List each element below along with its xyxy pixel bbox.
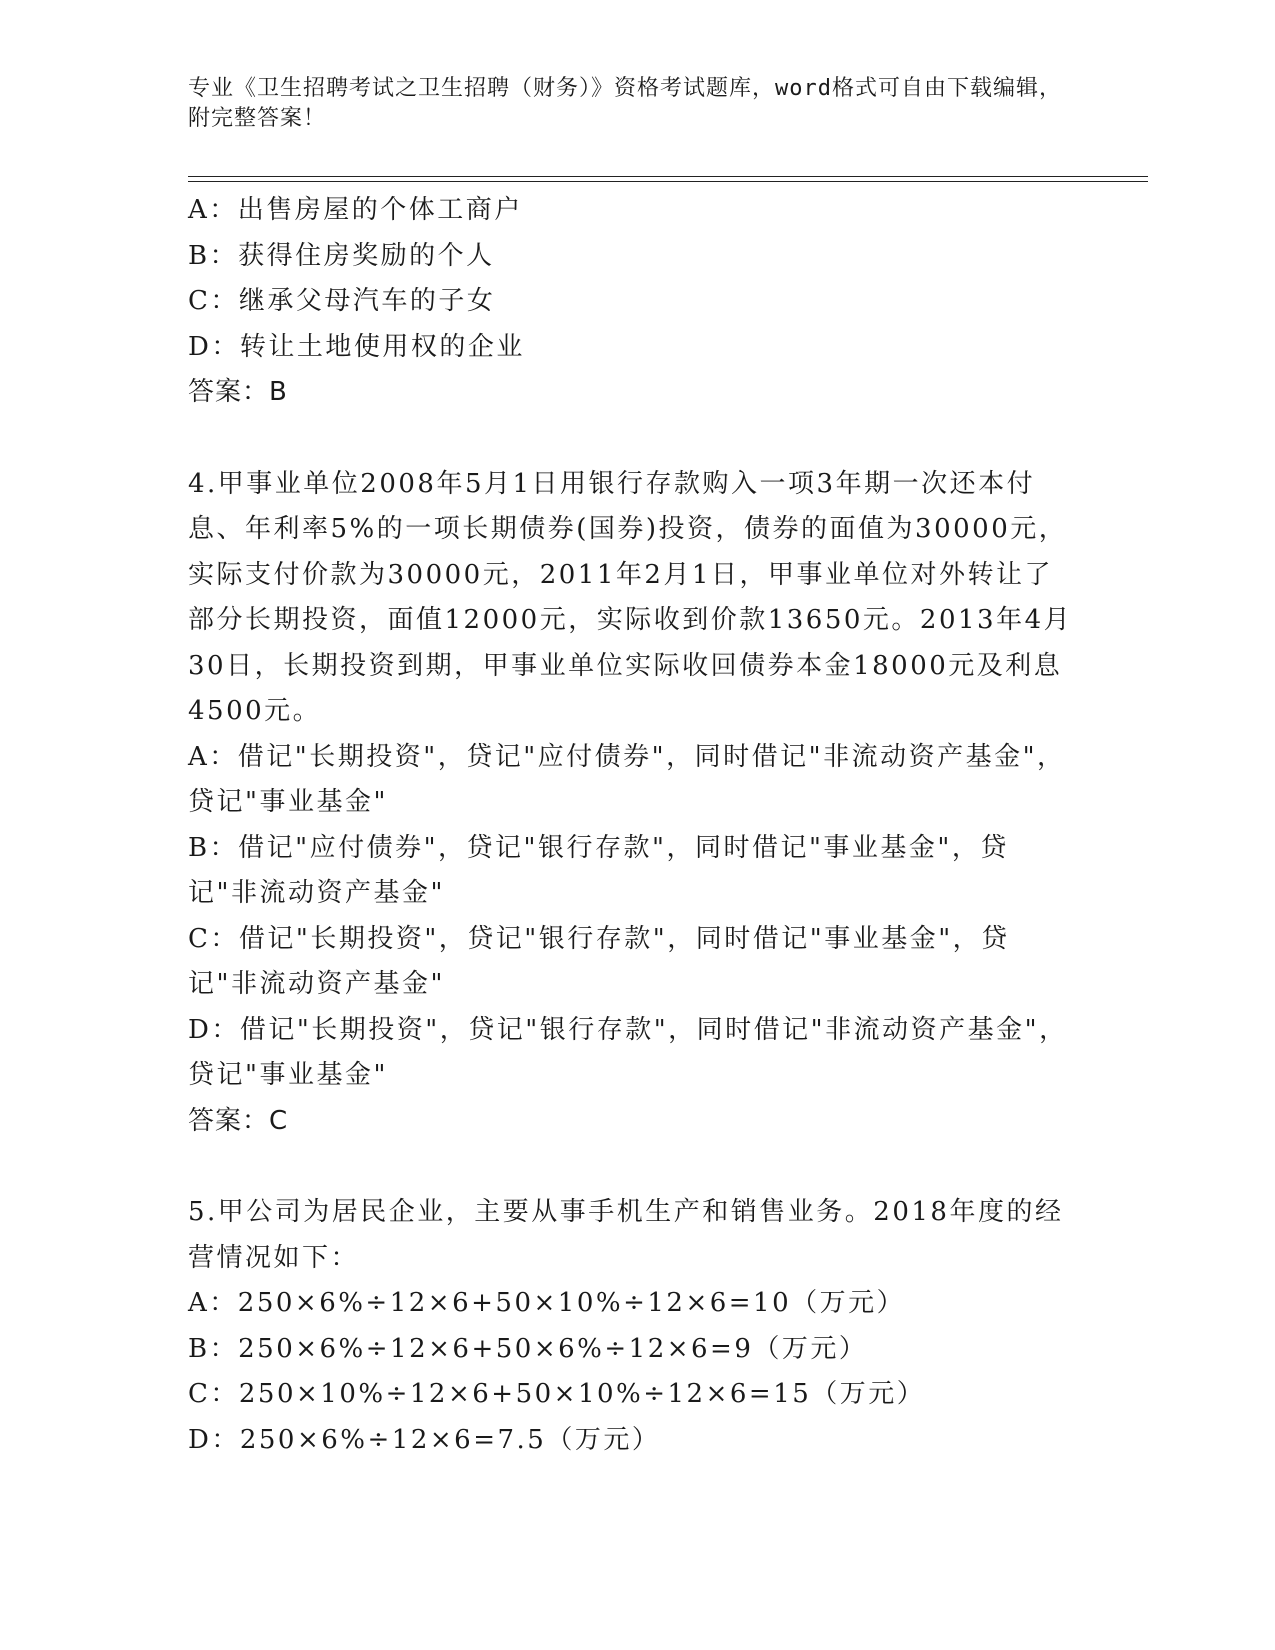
question-3-option-c: C：继承父母汽车的子女 (188, 286, 496, 316)
question-5-stem: 5.甲公司为居民企业，主要从事手机生产和销售业务。2018年度的经营情况如下： (188, 1197, 1064, 1273)
question-3-option-d: D：转让土地使用权的企业 (188, 331, 525, 362)
question-3-answer: 答案：B (188, 377, 288, 407)
question-4-option-b: B：借记"应付债券"，贷记"银行存款"，同时借记"事业基金"，贷记"非流动资产基金" (188, 832, 1009, 908)
question-5 (188, 1190, 1078, 1463)
header-divider-top (188, 176, 1148, 177)
question-4-option-a: A：借记"长期投资"，贷记"应付债券"，同时借记"非流动资产基金"，贷记"事业基金" (188, 741, 1066, 817)
question-4-option-c: C：借记"长期投资"，贷记"银行存款"，同时借记"事业基金"，贷记"非流动资产基金" (188, 923, 1010, 999)
question-3-option-a: A：出售房屋的个体工商户 (188, 195, 523, 225)
spacer (188, 416, 1078, 462)
question-content (188, 188, 1078, 1463)
question-5-option-a: A：250×6%÷12×6+50×10%÷12×6=10（万元） (188, 1288, 906, 1318)
question-5-option-d: D：250×6%÷12×6=7.5（万元） (188, 1424, 661, 1455)
question-4-answer: 答案：C (188, 1105, 289, 1136)
question-5-option-c: C：250×10%÷12×6+50×10%÷12×6=15（万元） (188, 1379, 926, 1409)
question-5-option-b: B：250×6%÷12×6+50×6%÷12×6=9（万元） (188, 1333, 868, 1364)
question-4-option-d: D：借记"长期投资"，贷记"银行存款"，同时借记"非流动资产基金"，贷记"事业基金" (188, 1014, 1068, 1090)
question-3-options (188, 188, 1078, 416)
header-divider-bottom (188, 181, 1148, 182)
question-3-option-b: B：获得住房奖励的个人 (188, 240, 495, 271)
spacer (188, 1144, 1078, 1190)
question-4 (188, 462, 1078, 1145)
document-header: 专业《卫生招聘考试之卫生招聘（财务）》资格考试题库，word格式可自由下载编辑，附完整答案！ (188, 76, 1062, 131)
question-4-stem: 4.甲事业单位2008年5月1日用银行存款购入一项3年期一次还本付息、年利率5%的一项长期债券(国券)投资，债券的面值为30000元，实际支付价款为30000元，2011年2月1日，甲事业单位对外转让了部分长期投资，面值12000元，实际收到价款13650元。2013年4月30日，长期投资到期，甲事业单位实际收回债券本金18000元及利息4500元。 (188, 468, 1073, 726)
